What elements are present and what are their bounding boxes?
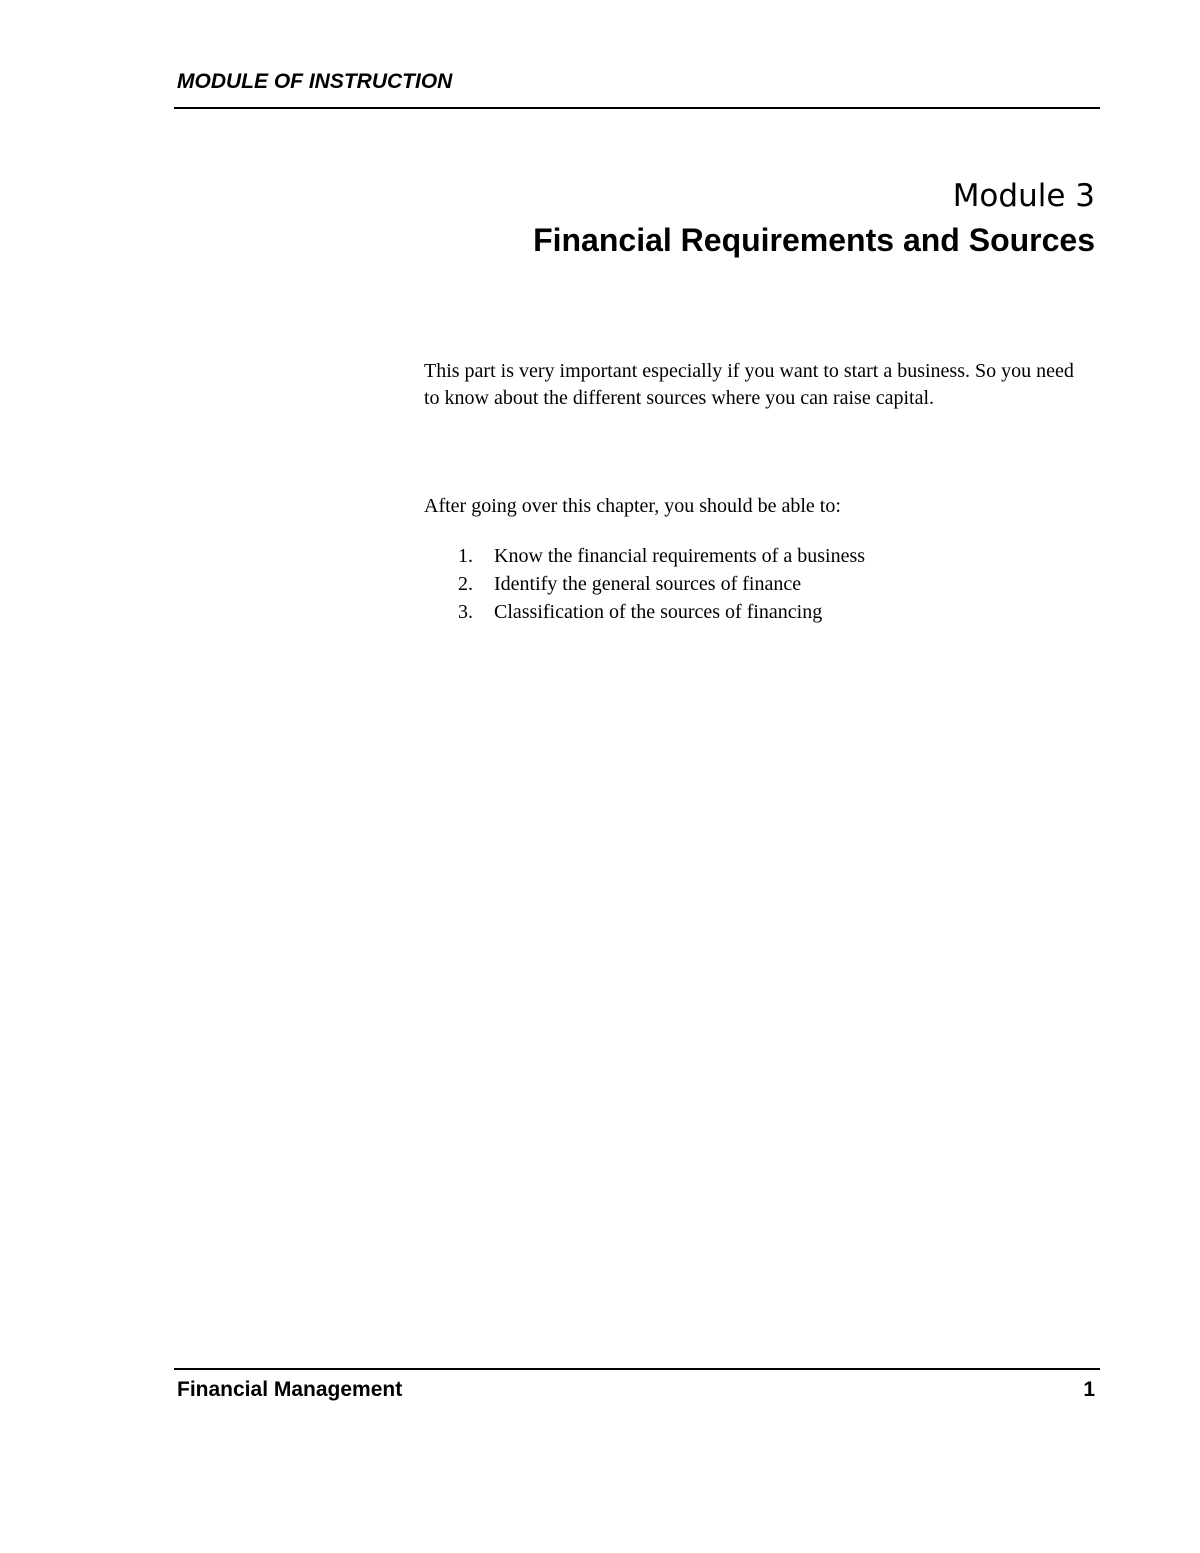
list-item	[458, 598, 865, 626]
list-item-number: 1.	[458, 545, 473, 567]
module-title: Financial Requirements and Sources	[533, 222, 1095, 258]
list-item-text: Know the financial requirements of a business	[494, 545, 866, 567]
objectives-list	[458, 542, 865, 626]
list-item-number: 3.	[458, 601, 473, 623]
list-item-text: Identify the general sources of finance	[494, 573, 802, 595]
list-item-text: Classification of the sources of financing	[494, 601, 823, 623]
module-heading	[533, 174, 1095, 262]
objectives-lead: After going over this chapter, you should be able to:	[424, 495, 841, 517]
list-item-number: 2.	[458, 573, 473, 595]
running-footer: Financial Management	[177, 1378, 403, 1401]
intro-paragraph: This part is very important especially if you want to start a business. So you need to know about the different sources where you can raise capital.	[424, 360, 1074, 409]
module-number: Module 3	[952, 178, 1095, 214]
footer-rule	[174, 1368, 1100, 1370]
header-rule	[174, 107, 1100, 109]
list-item	[458, 570, 865, 598]
running-header: MODULE OF INSTRUCTION	[177, 70, 453, 93]
page-number: 1	[1083, 1378, 1095, 1401]
list-item	[458, 542, 865, 570]
